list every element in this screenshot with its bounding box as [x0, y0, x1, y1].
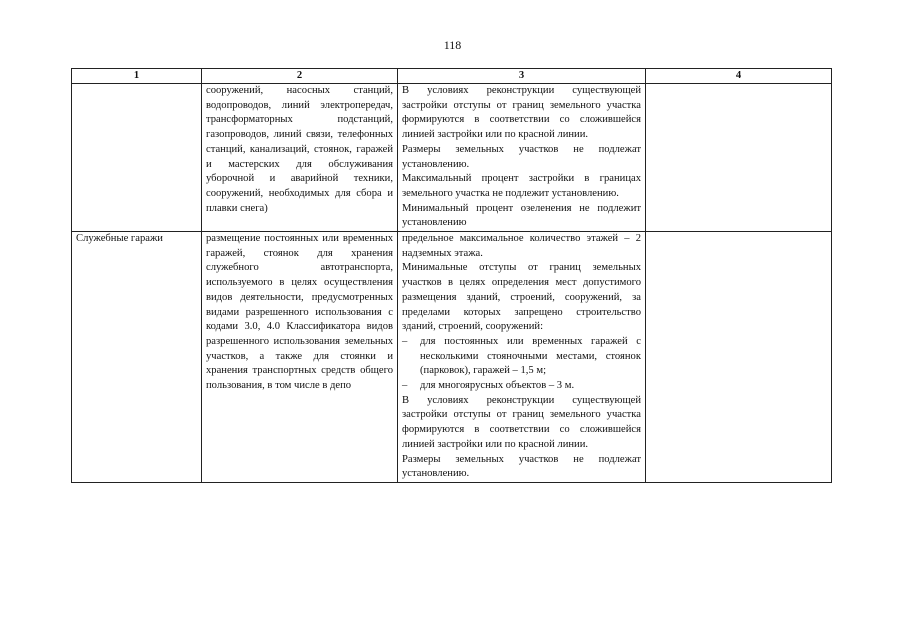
list-marker: –	[402, 380, 408, 392]
table-header-row	[72, 69, 832, 84]
parameter-paragraph: Размеры земельных участков не подлежат установлению.	[402, 143, 641, 170]
column-header-3: 3	[398, 69, 646, 84]
list-item	[402, 335, 641, 379]
parameter-paragraph: Максимальный процент застройки в границах земельного участка не подлежит установлению.	[402, 173, 641, 199]
list-item-text: для многоярусных объектов – 3 м.	[420, 380, 575, 392]
parameter-paragraph: Минимальный процент озеленения не подлежит установлению	[402, 202, 641, 229]
column-header-1: 1	[72, 69, 202, 84]
table-row	[72, 232, 832, 483]
parameter-paragraph: предельное максимальное количество этажей – 2 надземных этажа.	[402, 233, 641, 259]
parameter-paragraph: Размеры земельных участков не подлежат установлению.	[402, 453, 641, 480]
parameter-paragraph: В условиях реконструкции существующей застройки отступы от границ земельного участка формируются в соответствии со сложившейся линией застройки или по красной линии.	[402, 85, 641, 141]
parameter-paragraph: В условиях реконструкции существующей застройки отступы от границ земельного участка формируются в соответствии со сложившейся линией застройки или по красной линии.	[402, 394, 641, 450]
cell-notes	[646, 84, 832, 232]
page-number: 118	[443, 38, 462, 52]
list-item-text: для постоянных или временных гаражей с несколькими стояночными местами, стоянок (парковок), гаражей – 1,5 м;	[420, 335, 641, 377]
cell-parameters	[398, 232, 646, 483]
parameter-paragraph: Минимальные отступы от границ земельных участков в целях определения мест допустимого размещения зданий, строений, сооружений, за пределами которых запрещено строительство зданий, строений, сооружений:	[402, 262, 641, 333]
cell-use-name	[72, 84, 202, 232]
cell-use-name: Служебные гаражи	[72, 232, 202, 483]
cell-parameters	[398, 84, 646, 232]
list-item	[402, 379, 641, 394]
cell-use-description: сооружений, насосных станций, водопроводов, линий электропередач, трансформаторных подстанций, газопроводов, линий связи, телефонных станций, канализаций, стоянок, гаражей и мастерских для обслуживания уборочной и аварийной техники, сооружений, необходимых для сбора и плавки снега)	[202, 84, 398, 232]
column-header-4: 4	[646, 69, 832, 84]
regulations-table	[71, 68, 832, 483]
list-marker: –	[402, 335, 408, 347]
column-header-2: 2	[202, 69, 398, 84]
table-row	[72, 84, 832, 232]
cell-notes	[646, 232, 832, 483]
cell-use-description: размещение постоянных или временных гаражей, стоянок для хранения служебного автотранспорта, используемого в целях осуществления видов деятельности, предусмотренных видами разрешенного использования с кодами 3.0, 4.0 Классификатора видов разрешенного использования земельных участков, а также для стоянки и хранения транспортных средств общего пользования, в том числе в депо	[202, 232, 398, 483]
